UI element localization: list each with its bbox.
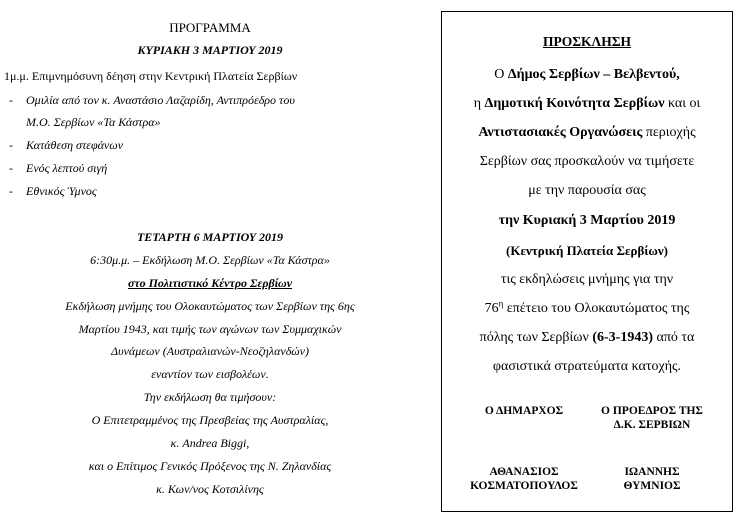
invitation-line: Ο Δήμος Σερβίων – Βελβεντού, bbox=[494, 67, 680, 82]
day1-first-line: 1μ.μ. Επιμνημόσυνη δέηση στην Κεντρική Πλατεία Σερβίων bbox=[4, 69, 298, 83]
invitation-location: (Κεντρική Πλατεία Σερβίων) bbox=[506, 243, 668, 258]
day2-line: εναντίον των εισβολέων. bbox=[151, 367, 269, 381]
item-line: Ενός λεπτού σιγή bbox=[26, 161, 108, 175]
program-heading: ΠΡΟΓΡΑΜΜΑ bbox=[169, 20, 251, 35]
day2-line: Μαρτίου 1943, και τιμής των αγώνων των Συμμαχικών bbox=[78, 322, 342, 336]
mayor-name: ΑΘΑΝΑΣΙΟΣ ΚΟΣΜΑΤΟΠΟΥΛΟΣ bbox=[470, 466, 578, 492]
invitation-line: Αντιστασιακές Οργανώσεις περιοχής bbox=[478, 125, 696, 140]
invitation-card bbox=[441, 11, 733, 512]
day2-line: Εκδήλωση μνήμης του Ολοκαυτώματος των Σερβίων της 6ης bbox=[65, 299, 355, 313]
item-line: Ομιλία από τον κ. Αναστάσιο Λαζαρίδη, Αντιπρόεδρο του bbox=[26, 93, 295, 107]
day2-line: Δυνάμεων (Αυστραλιανών-Νεοζηλανδών) bbox=[111, 344, 309, 358]
invitation-line: τις εκδηλώσεις μνήμης για την bbox=[500, 272, 674, 287]
dash-marker: - bbox=[9, 93, 13, 107]
president-title: Ο ΠΡΟΕΔΡΟΣ ΤΗΣ Δ.Κ. ΣΕΡΒΙΩΝ bbox=[601, 405, 703, 431]
day2-line: κ. Κων/νος Κοτσιλίνης bbox=[156, 482, 264, 496]
item-line: Μ.Ο. Σερβίων «Τα Κάστρα» bbox=[26, 115, 161, 129]
president-name: ΙΩΑΝΝΗΣ ΘΥΜΝΙΟΣ bbox=[623, 466, 681, 492]
day2-venue: στο Πολιτιστικό Κέντρο Σερβίων bbox=[127, 276, 293, 290]
invitation-line: με την παρουσία σας bbox=[528, 183, 646, 198]
dash-marker: - bbox=[9, 138, 13, 152]
day2-line: κ. Andrea Biggi, bbox=[170, 436, 250, 450]
invitation-date: την Κυριακή 3 Μαρτίου 2019 bbox=[498, 213, 676, 228]
day2-line: Ο Επιτετραμμένος της Πρεσβείας της Αυστραλίας, bbox=[91, 413, 329, 427]
invitation-line: η Δημοτική Κοινότητα Σερβίων και οι bbox=[473, 96, 701, 111]
invitation-line: Σερβίων σας προσκαλούν να τιμήσετε bbox=[479, 154, 695, 169]
dash-marker: - bbox=[9, 161, 13, 175]
invitation-line: πόλης των Σερβίων (6-3-1943) από τα bbox=[479, 330, 695, 345]
invitation-line: $76^\eta$ επέτειο του Ολοκαυτώματος της bbox=[484, 298, 690, 316]
item-line: Εθνικός Ύμνος bbox=[26, 184, 97, 198]
day1-title: ΚΥΡΙΑΚΗ 3 ΜΑΡΤΙΟΥ 2019 bbox=[137, 43, 283, 57]
mayor-title: Ο ΔΗΜΑΡΧΟΣ bbox=[484, 405, 564, 417]
day2-line: 6:30μ.μ. – Εκδήλωση Μ.Ο. Σερβίων «Τα Κάστρα» bbox=[90, 253, 330, 267]
dash-marker: - bbox=[9, 184, 13, 198]
day2-line: και ο Επίτιμος Γενικός Πρόξενος της Ν. Ζηλανδίας bbox=[88, 459, 332, 473]
day2-line: Την εκδήλωση θα τιμήσουν: bbox=[143, 390, 277, 404]
invitation-line: φασιστικά στρατεύματα κατοχής. bbox=[492, 359, 682, 374]
item-line: Κατάθεση στεφάνων bbox=[26, 138, 124, 152]
day2-title: ΤΕΤΑΡΤΗ 6 ΜΑΡΤΙΟΥ 2019 bbox=[136, 230, 284, 244]
invitation-title: ΠΡΟΣΚΛΗΣΗ bbox=[542, 34, 632, 49]
